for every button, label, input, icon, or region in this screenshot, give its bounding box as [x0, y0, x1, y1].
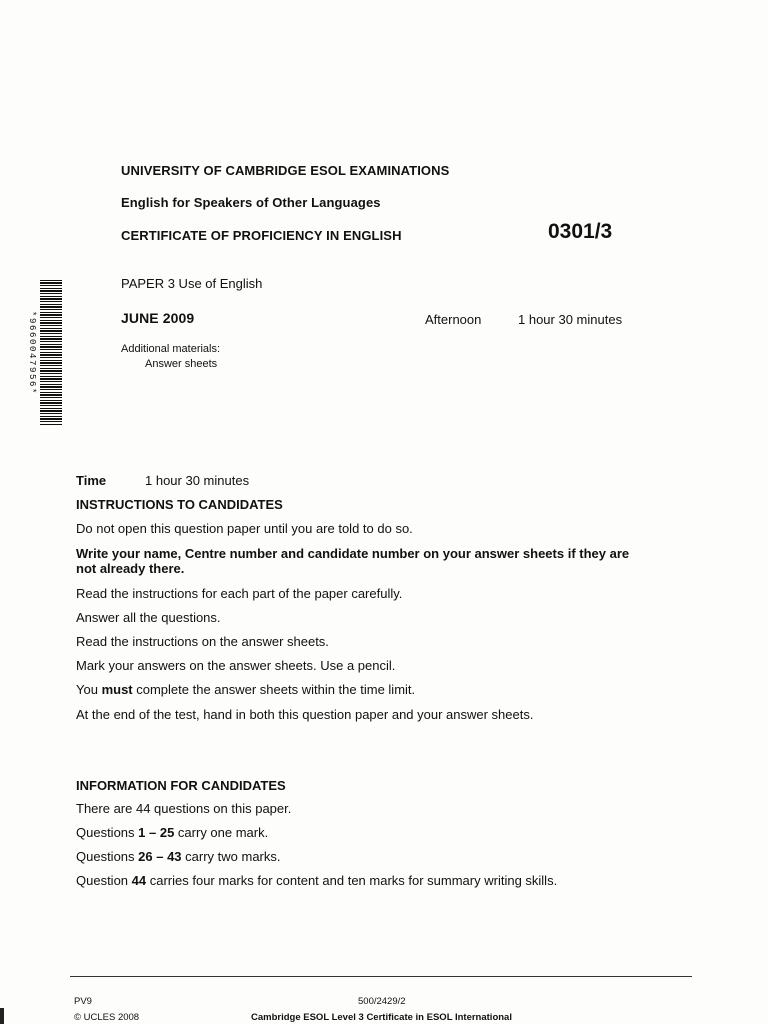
time-label: Time — [76, 473, 107, 488]
footer-copyright: © UCLES 2008 — [74, 1012, 140, 1023]
text-run: complete the answer sheets within the time limit. — [132, 682, 416, 697]
time-of-day: Afternoon — [425, 312, 482, 327]
instruction-line: Mark your answers on the answer sheets. Use a pencil. — [76, 658, 396, 673]
footer-code: PV9 — [74, 996, 92, 1007]
information-line — [76, 873, 557, 888]
footer-reference: 500/2429/2 — [358, 996, 406, 1007]
instruction-line: Answer all the questions. — [76, 610, 221, 625]
text-run: Question — [76, 873, 132, 888]
exam-subtitle: English for Speakers of Other Languages — [121, 195, 381, 210]
instructions-heading: INSTRUCTIONS TO CANDIDATES — [76, 497, 283, 512]
instruction-line: Read the instructions for each part of the paper carefully. — [76, 586, 403, 601]
exam-board-title: UNIVERSITY OF CAMBRIDGE ESOL EXAMINATIONS — [121, 163, 450, 178]
information-line — [76, 849, 281, 864]
instruction-line: Do not open this question paper until you are told to do so. — [76, 521, 413, 536]
materials-label: Additional materials: — [121, 343, 221, 355]
information-line — [76, 825, 268, 840]
question-range: 26 – 43 — [138, 849, 182, 864]
paper-code: 0301/3 — [548, 220, 613, 243]
materials-item: Answer sheets — [145, 358, 218, 370]
barcode — [26, 278, 64, 428]
instruction-line-bold: Write your name, Centre number and candidate number on your answer sheets if they are — [76, 546, 630, 561]
text-run: Questions — [76, 849, 139, 864]
footer-rule — [70, 976, 692, 977]
certificate-title: CERTIFICATE OF PROFICIENCY IN ENGLISH — [121, 228, 402, 243]
scan-edge-mark — [0, 1008, 4, 1024]
instruction-line: Read the instructions on the answer sheets. — [76, 634, 329, 649]
time-value: 1 hour 30 minutes — [145, 473, 250, 488]
emphasis-must: must — [101, 682, 133, 697]
text-run: You — [76, 682, 102, 697]
text-run: carry one mark. — [174, 825, 269, 840]
footer-qualification: Cambridge ESOL Level 3 Certificate in ESOL International — [251, 1012, 512, 1023]
barcode-number: *9660047956* — [27, 310, 37, 395]
information-line: There are 44 questions on this paper. — [76, 801, 292, 816]
paper-title: PAPER 3 Use of English — [121, 276, 263, 291]
text-run: carries four marks for content and ten marks for summary writing skills. — [146, 873, 558, 888]
question-number: 44 — [131, 873, 147, 888]
instruction-line-bold-cont: not already there. — [76, 561, 185, 576]
exam-session: JUNE 2009 — [121, 310, 195, 326]
text-run: Questions — [76, 825, 139, 840]
instruction-line: At the end of the test, hand in both this question paper and your answer sheets. — [76, 707, 534, 722]
exam-duration: 1 hour 30 minutes — [518, 312, 623, 327]
information-heading: INFORMATION FOR CANDIDATES — [76, 778, 286, 793]
text-run: carry two marks. — [181, 849, 281, 864]
question-range: 1 – 25 — [138, 825, 175, 840]
instruction-line — [76, 682, 415, 697]
barcode-bars — [40, 280, 62, 426]
